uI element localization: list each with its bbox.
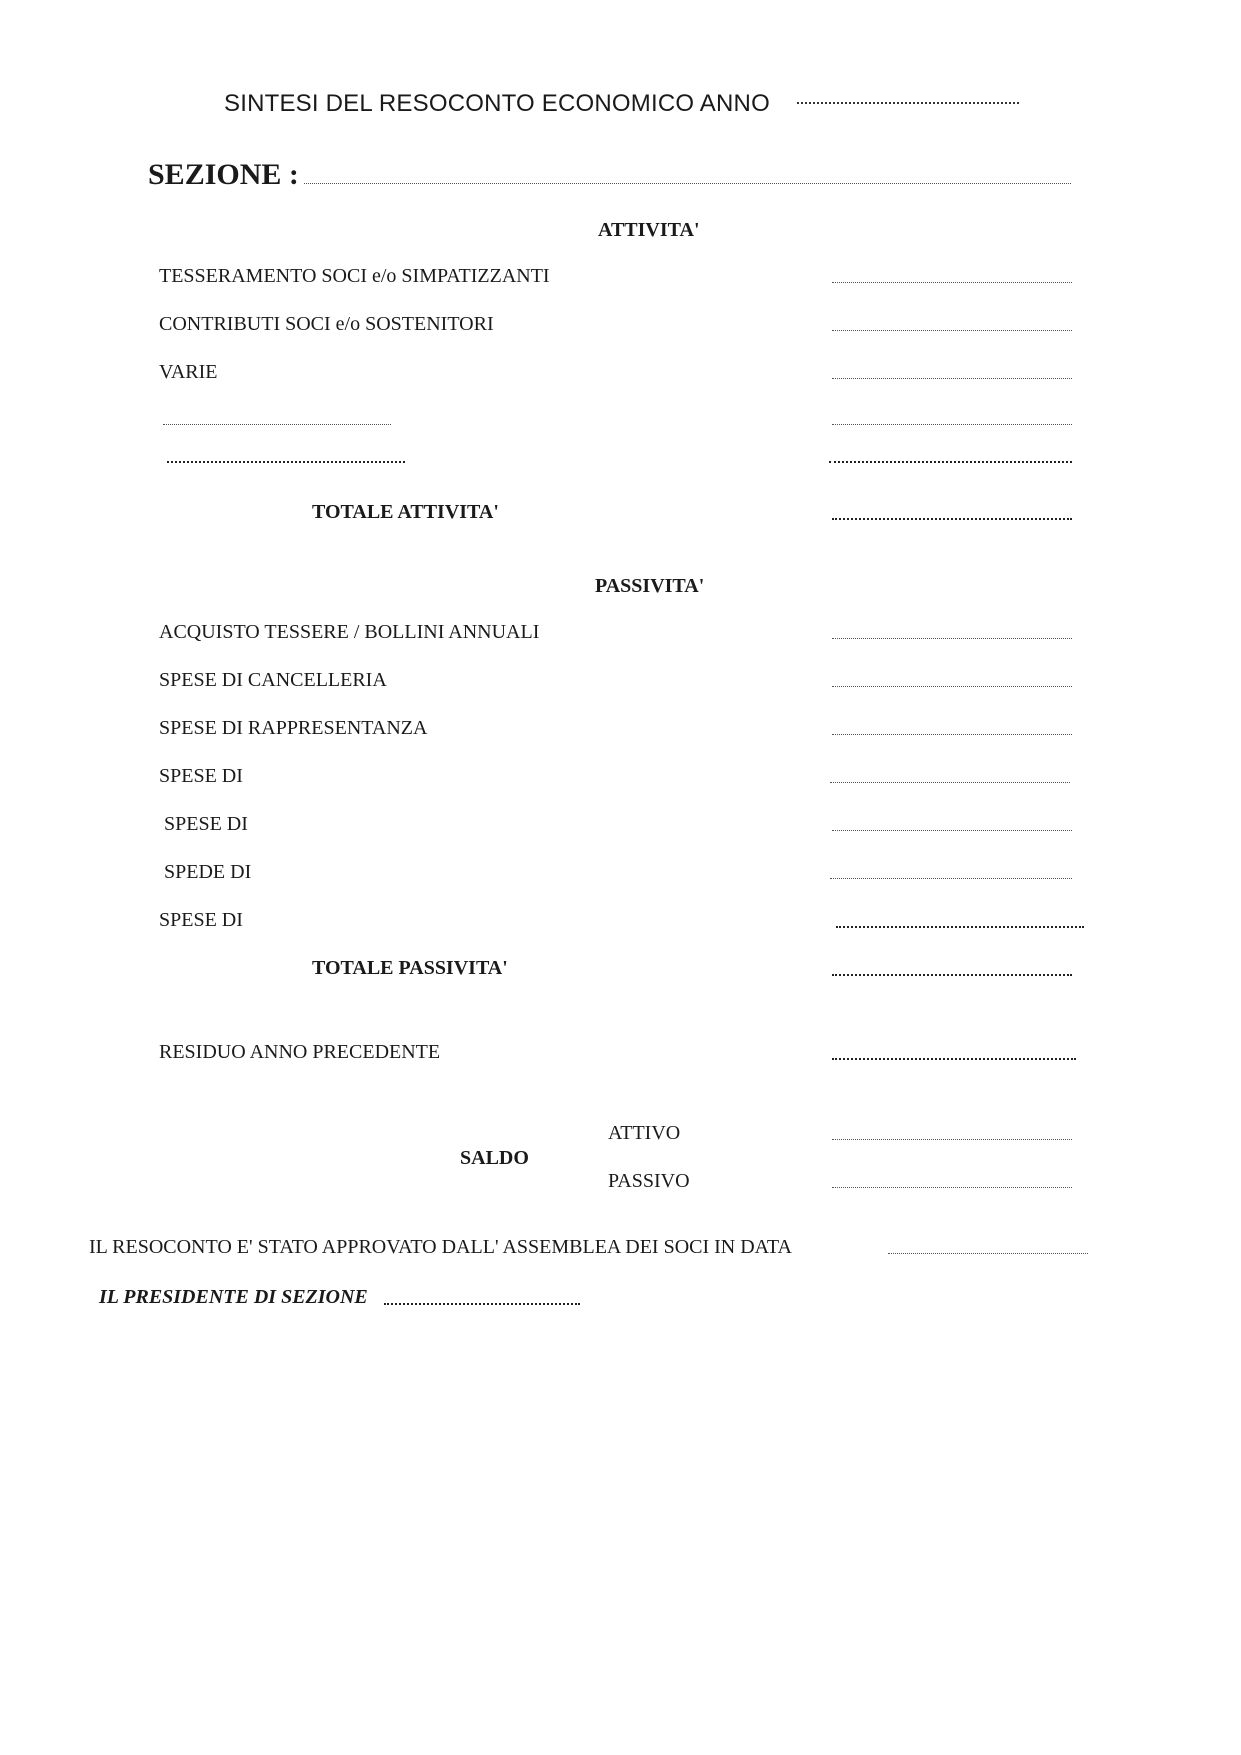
totale-attivita-field[interactable] (832, 518, 1072, 520)
attivita-item-label: CONTRIBUTI SOCI e/o SOSTENITORI (159, 313, 494, 335)
passivita-item-field[interactable] (830, 782, 1070, 783)
passivita-item-label: ACQUISTO TESSERE / BOLLINI ANNUALI (159, 621, 540, 643)
passivita-item-label: SPESE DI CANCELLERIA (159, 669, 387, 691)
passivita-item-label: SPESE DI (159, 909, 243, 931)
passivita-item-label: SPEDE DI (164, 861, 252, 883)
totale-passivita-field[interactable] (832, 974, 1072, 976)
saldo-passivo-label: PASSIVO (608, 1170, 690, 1192)
attivita-extra-label-field[interactable] (167, 461, 405, 463)
attivita-item-field[interactable] (832, 330, 1072, 331)
sezione-field[interactable] (304, 183, 1071, 184)
passivita-item-field[interactable] (836, 926, 1084, 928)
saldo-attivo-field[interactable] (832, 1139, 1072, 1140)
totale-passivita-label: TOTALE PASSIVITA' (312, 957, 508, 979)
residuo-label: RESIDUO ANNO PRECEDENTE (159, 1041, 441, 1063)
attivita-item-label: TESSERAMENTO SOCI e/o SIMPATIZZANTI (159, 265, 550, 287)
passivita-item-field[interactable] (832, 638, 1072, 639)
passivita-item-label: SPESE DI (164, 813, 248, 835)
saldo-label: SALDO (460, 1147, 529, 1169)
passivita-item-field[interactable] (832, 686, 1072, 687)
passivita-item-label: SPESE DI RAPPRESENTANZA (159, 717, 428, 739)
attivita-item-field[interactable] (832, 378, 1072, 379)
attivita-extra-value-field[interactable] (832, 424, 1072, 425)
passivita-item-label: SPESE DI (159, 765, 243, 787)
approval-date-field[interactable] (888, 1253, 1088, 1254)
attivita-heading: ATTIVITA' (598, 219, 700, 241)
document-title: SINTESI DEL RESOCONTO ECONOMICO ANNO (224, 90, 770, 117)
attivita-extra-label-field[interactable] (163, 424, 391, 425)
saldo-attivo-label: ATTIVO (608, 1122, 681, 1144)
attivita-extra-value-field[interactable] (829, 461, 1072, 463)
sezione-label: SEZIONE : (148, 158, 299, 191)
president-label: IL PRESIDENTE DI SEZIONE (99, 1286, 368, 1308)
passivita-item-field[interactable] (830, 878, 1072, 879)
attivita-item-field[interactable] (832, 282, 1072, 283)
passivita-item-field[interactable] (832, 734, 1072, 735)
residuo-field[interactable] (832, 1058, 1076, 1060)
totale-attivita-label: TOTALE ATTIVITA' (312, 501, 499, 523)
president-signature-field[interactable] (384, 1303, 580, 1305)
saldo-passivo-field[interactable] (832, 1187, 1072, 1188)
anno-field[interactable] (797, 102, 1019, 104)
passivita-item-field[interactable] (832, 830, 1072, 831)
attivita-item-label: VARIE (159, 361, 218, 383)
passivita-heading: PASSIVITA' (595, 575, 705, 597)
approval-text: IL RESOCONTO E' STATO APPROVATO DALL' ASSEMBLEA DEI SOCI IN DATA (89, 1236, 792, 1258)
